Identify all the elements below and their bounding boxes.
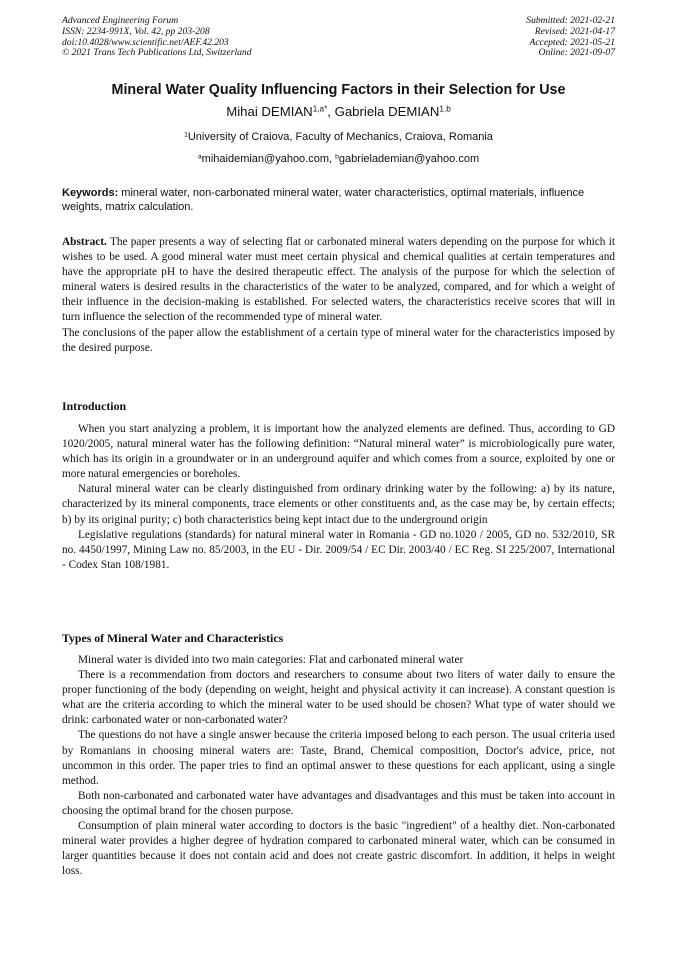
- journal-doi: doi:10.4028/www.scientific.net/AEF.42.203: [62, 36, 229, 48]
- body-paragraph: Consumption of plain mineral water according to doctors is the basic "ingredient" of a healthy diet. Non-carbonated mineral water provides a higher degree of hydration compared to carbonated mineral water, which can be consumed in larger quantities because it does not contain acid and does not create gastric discomfort. In addition, it helps in weight loss.: [62, 820, 615, 878]
- author-name: Gabriela DEMIAN: [334, 104, 440, 119]
- section-types: [62, 653, 615, 879]
- author-affiliation-mark: 1,b: [439, 104, 451, 114]
- journal-copyright: © 2021 Trans Tech Publications Ltd, Switzerland: [62, 47, 252, 59]
- body-paragraph: There is a recommendation from doctors and researchers to consume about two liters of water daily to ensure the proper functioning of the body (depending on weight, height and physical activity it can increase). A constant question is what are the criteria according to which the mineral water to be used should be chosen? What type of water should we drink: carbonated water or non-carbonated water?: [62, 669, 615, 727]
- affiliation-text: University of Craiova, Faculty of Mechanics, Craiova, Romania: [187, 131, 493, 143]
- author-separator: ,: [327, 104, 335, 119]
- affiliation: [62, 131, 615, 143]
- keywords-text: mineral water, non-carbonated mineral water, water characteristics, optimal materials, influence weights, matrix calculation.: [62, 187, 585, 213]
- abstract-label: Abstract.: [62, 236, 107, 248]
- section-heading-introduction: Introduction: [62, 399, 127, 413]
- body-paragraph: Natural mineral water can be clearly distinguished from ordinary drinking water by the following: a) by its nature, characterized by its mineral components, trace elements or other constituents and, as the case may be, by certain effects; b) by its original purity; c) both characteristics being kept intact due to the underground origin: [62, 483, 615, 526]
- email-link[interactable]: mihaidemian@yahoo.com,: [201, 153, 336, 165]
- author-affiliation-mark: 1,a*: [312, 104, 328, 114]
- submission-dates: [526, 16, 615, 59]
- section-heading-types: Types of Mineral Water and Characteristics: [62, 631, 284, 645]
- email-mark: b: [335, 153, 339, 161]
- keywords-label: Keywords:: [62, 187, 119, 199]
- paper-title: Mineral Water Quality Influencing Factors in their Selection for Use: [111, 82, 566, 98]
- affiliation-mark: 1: [184, 131, 188, 139]
- date-revised: Revised: 2021-04-17: [534, 25, 615, 37]
- journal-name: Advanced Engineering Forum: [62, 15, 179, 26]
- email-mark: a: [197, 153, 202, 161]
- author-list: [62, 104, 615, 119]
- journal-issn: ISSN: 2234-991X, Vol. 42, pp 203-208: [62, 25, 210, 37]
- journal-info: [62, 16, 252, 59]
- abstract-paragraph: The conclusions of the paper allow the establishment of a certain type of mineral water for the characteristics imposed by the desired purpose.: [62, 326, 615, 354]
- author-emails: [62, 153, 615, 165]
- body-paragraph: Mineral water is divided into two main categories: Flat and carbonated mineral water: [78, 654, 464, 666]
- body-paragraph: Both non-carbonated and carbonated water have advantages and disadvantages and this must be taken into account in choosing the optimal brand for the chosen purpose.: [62, 789, 615, 817]
- body-paragraph: When you start analyzing a problem, it is important how the analyzed elements are defined. Thus, according to GD 1020/2005, natural mineral water has the following definition: “Natural mineral water” is microbiologically pure water, which has its origin in a groundwater or in an underground aquifer and which comes from a source, exploited by one or more natural emergencies or boreholes.: [62, 423, 615, 481]
- author-name: Mihai DEMIAN: [226, 104, 313, 119]
- email-link[interactable]: gabrielademian@yahoo.com: [338, 153, 480, 165]
- body-paragraph: Legislative regulations (standards) for natural mineral water in Romania - GD no.1020 / 2005, GD no. 532/2010, SR no. 4450/1997, Mining Law no. 85/2003, in the EU - Dir. 2009/54 / EC Dir. 2003/40 / EC Reg. SI 225/2007, International - Codex Stan 108/1981.: [62, 528, 615, 571]
- abstract-paragraph: [62, 235, 615, 326]
- body-paragraph: The questions do not have a single answer because the criteria imposed belong to each person. The usual criteria used by Romanians in choosing mineral waters are: Taste, Brand, Chemical composition, Doctor's advice, price, not uncommon in this order. The paper tries to find an optimal answer to these questions for each applicant, using a single method.: [62, 729, 615, 787]
- abstract-text: The paper presents a way of selecting flat or carbonated mineral waters depending on the purpose for which it wishes to be used. A good mineral water must meet certain physical and chemical qualities at certain temperatures and have the appropriate pH to have the desired therapeutic effect. The analysis of the purpose for which the selection of mineral waters is desired results in the characteristics of the water to be analyzed, compared, and for which a weight of their influence in the decision-making is established. For selected waters, the characteristics receive scores that will in turn influence the selection of the recommended type of mineral water.: [62, 236, 615, 324]
- date-accepted: Accepted: 2021-05-21: [529, 36, 615, 48]
- date-online: Online: 2021-09-07: [538, 47, 615, 59]
- date-submitted: Submitted: 2021-02-21: [526, 15, 615, 26]
- keywords: [62, 186, 615, 214]
- abstract: [62, 235, 615, 356]
- section-introduction: [62, 422, 615, 573]
